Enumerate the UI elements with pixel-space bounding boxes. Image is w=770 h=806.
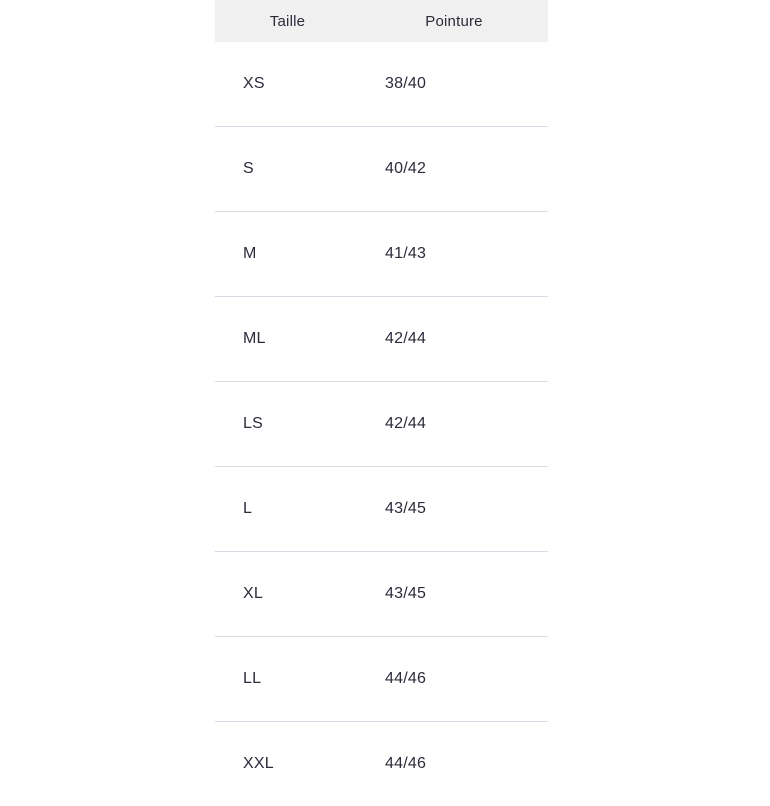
column-header-size: Taille bbox=[215, 0, 360, 42]
table-row bbox=[215, 127, 548, 212]
cell-size: L bbox=[215, 467, 360, 552]
cell-shoe: 42/44 bbox=[360, 297, 548, 382]
cell-shoe: 44/46 bbox=[360, 722, 548, 806]
table-header-row bbox=[215, 0, 548, 42]
cell-size: M bbox=[215, 212, 360, 297]
table-row bbox=[215, 722, 548, 806]
cell-size: S bbox=[215, 127, 360, 212]
table-row bbox=[215, 552, 548, 637]
table-row bbox=[215, 42, 548, 127]
cell-shoe: 38/40 bbox=[360, 42, 548, 127]
cell-size: XS bbox=[215, 42, 360, 127]
table-row bbox=[215, 467, 548, 552]
cell-size: LS bbox=[215, 382, 360, 467]
size-chart-container bbox=[215, 0, 548, 806]
cell-shoe: 43/45 bbox=[360, 552, 548, 637]
cell-size: ML bbox=[215, 297, 360, 382]
table-row bbox=[215, 382, 548, 467]
column-header-shoe: Pointure bbox=[360, 0, 548, 42]
table-row bbox=[215, 637, 548, 722]
cell-shoe: 41/43 bbox=[360, 212, 548, 297]
cell-shoe: 44/46 bbox=[360, 637, 548, 722]
cell-size: LL bbox=[215, 637, 360, 722]
cell-shoe: 42/44 bbox=[360, 382, 548, 467]
size-chart-table bbox=[215, 0, 548, 806]
table-row bbox=[215, 212, 548, 297]
cell-size: XXL bbox=[215, 722, 360, 806]
table-row bbox=[215, 297, 548, 382]
cell-size: XL bbox=[215, 552, 360, 637]
table-header bbox=[215, 0, 548, 42]
table-body bbox=[215, 42, 548, 806]
cell-shoe: 40/42 bbox=[360, 127, 548, 212]
cell-shoe: 43/45 bbox=[360, 467, 548, 552]
